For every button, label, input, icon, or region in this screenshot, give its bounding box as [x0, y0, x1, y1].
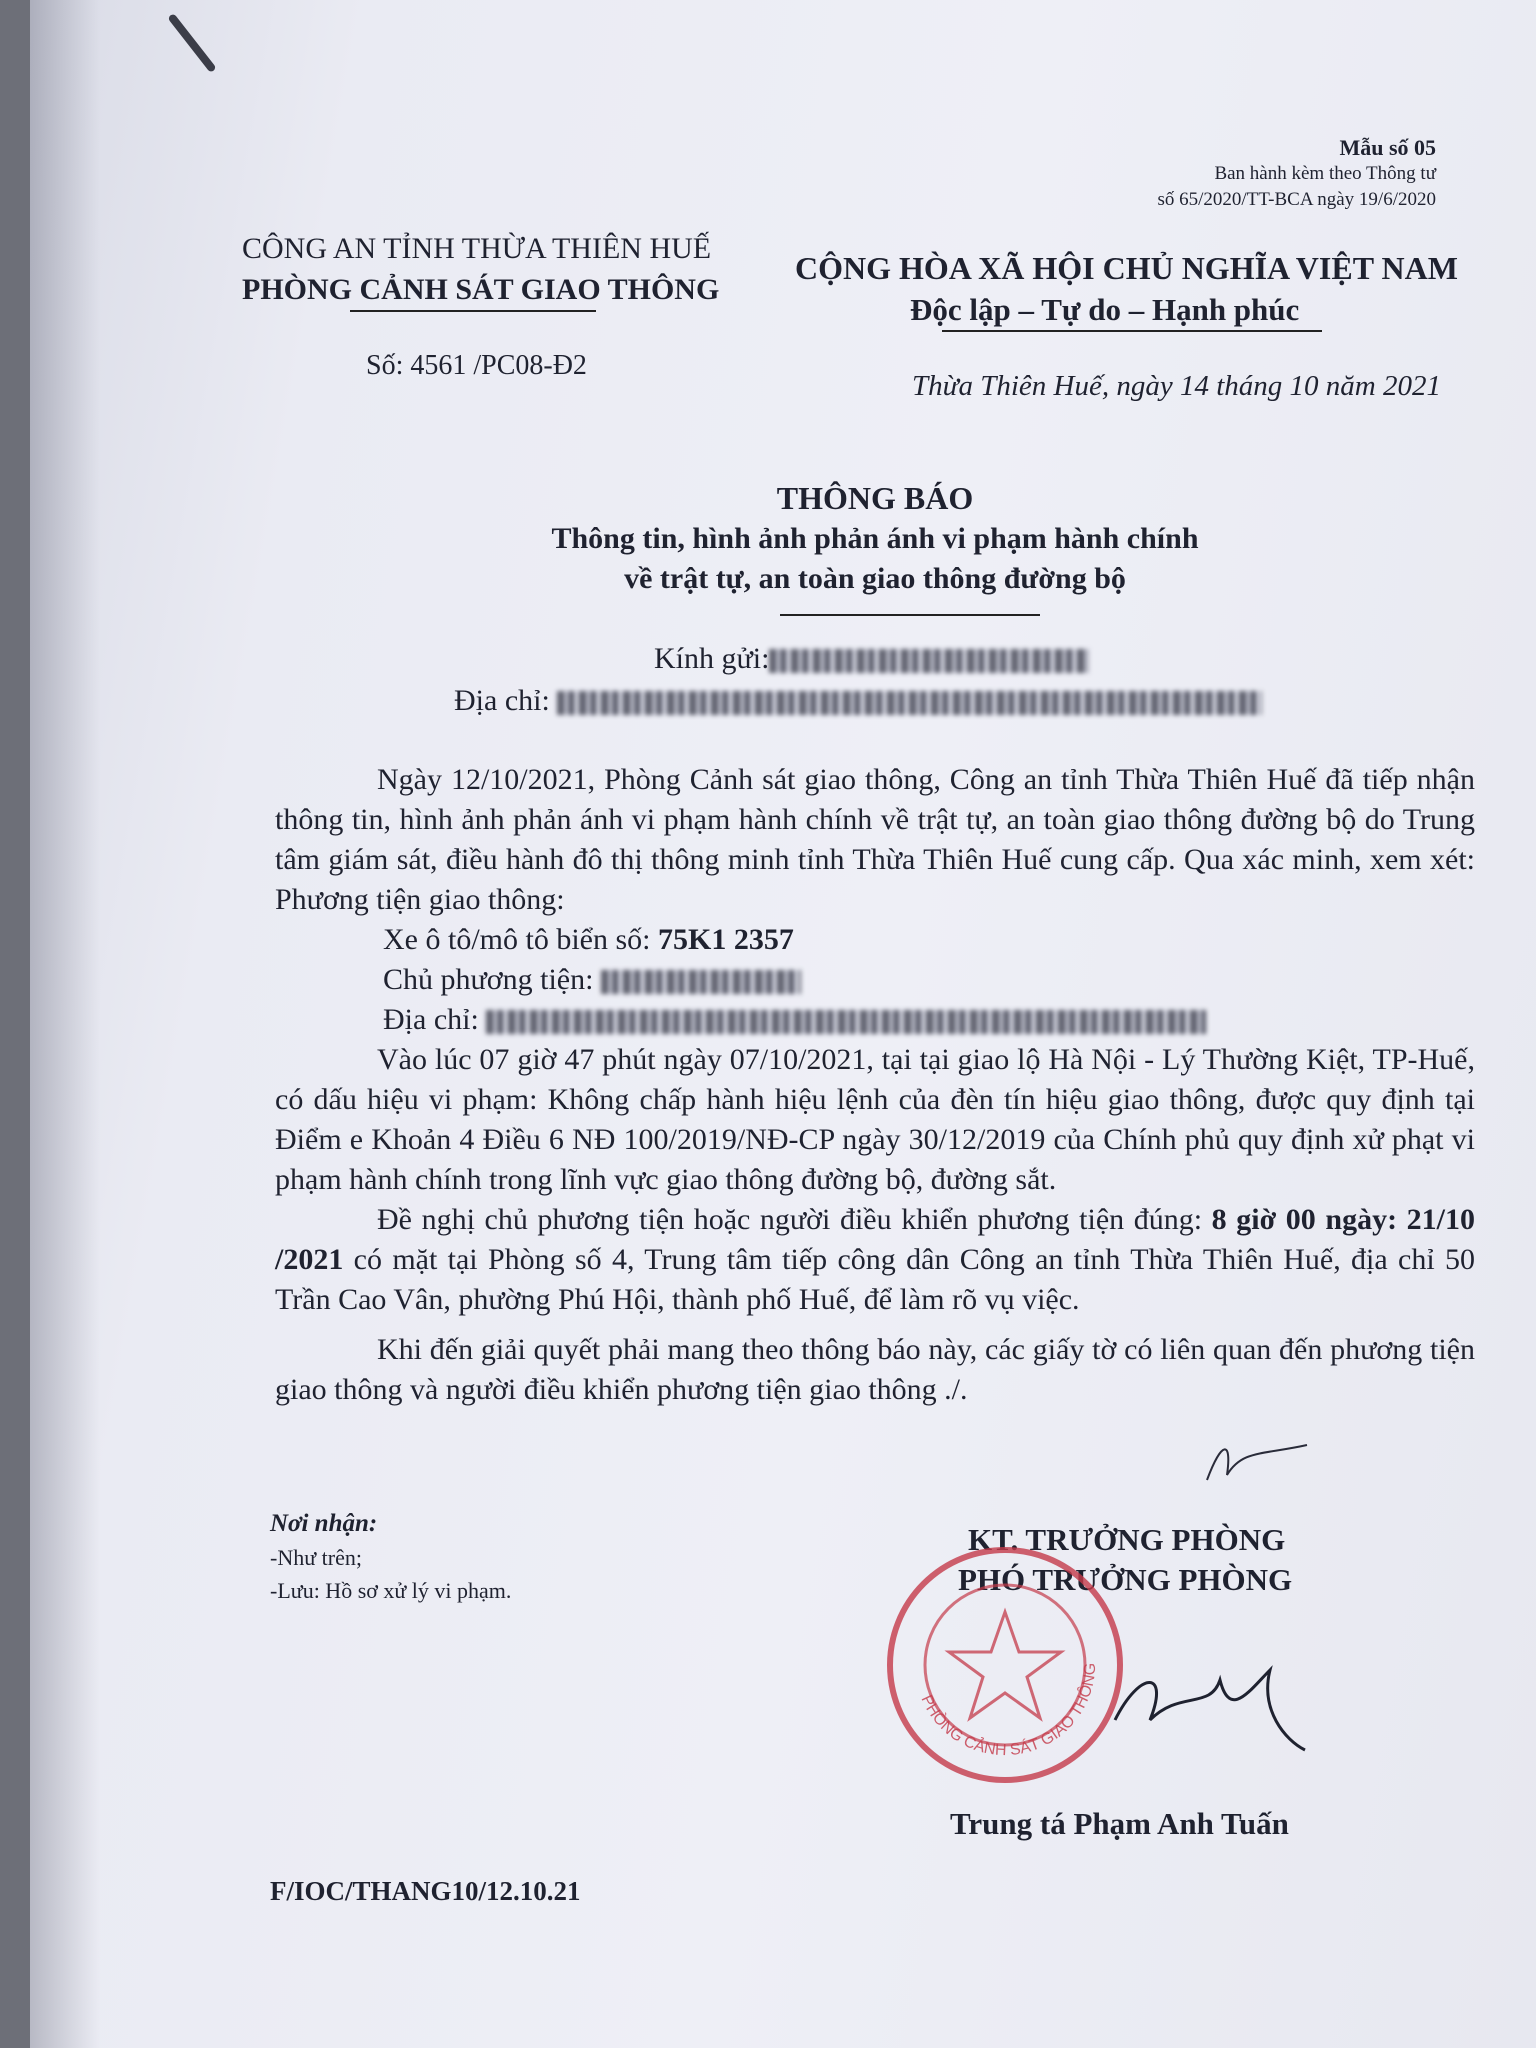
- issuer-department: PHÒNG CẢNH SÁT GIAO THÔNG: [242, 273, 720, 306]
- signature-title-1: KT. TRƯỞNG PHÒNG: [968, 1522, 1286, 1557]
- redacted-address: [557, 691, 1262, 715]
- page-shadow: [30, 0, 100, 2048]
- plate-value: 75K1 2357: [657, 923, 794, 956]
- form-issued-line1: Ban hành kèm theo Thông tư: [1214, 163, 1436, 184]
- signer-name: Trung tá Phạm Anh Tuấn: [950, 1806, 1289, 1841]
- issuer-agency: CÔNG AN TỈNH THỪA THIÊN HUẾ: [242, 232, 712, 265]
- signature-title-2: PHÓ TRƯỞNG PHÒNG: [958, 1562, 1293, 1597]
- issuer-underline: [350, 310, 596, 312]
- form-reference: [1157, 135, 1436, 213]
- country-name: CỘNG HÒA XÃ HỘI CHỦ NGHĨA VIỆT NAM: [795, 250, 1458, 286]
- motto-underline: [942, 330, 1322, 332]
- plate-line: [275, 920, 1475, 960]
- owner-address-label: Địa chỉ:: [383, 1003, 487, 1036]
- owner-label: Chủ phương tiện:: [383, 963, 601, 996]
- form-number: Mẫu số 05: [1339, 135, 1436, 160]
- owner-address-line: [275, 1000, 1475, 1040]
- violation-paragraph: Vào lúc 07 giờ 47 phút ngày 07/10/2021, tại tại giao lộ Hà Nội - Lý Thường Kiệt, TP-Huế, có dấu hiệu vi phạm: Không chấp hành hiệu lệnh của đèn tín hiệu giao thông, được quy định tại Điểm e Khoản 4 Điều 6 NĐ 100/2019/NĐ-CP ngày 30/12/2019 của Chính phủ quy định xử phạt vi phạm hành chính trong lĩnh vực giao thông đường bộ, đường sắt.: [275, 1043, 1475, 1196]
- form-issued-line2: số 65/2020/TT-BCA ngày 19/6/2020: [1157, 189, 1436, 210]
- document-number: Số: 4561 /PC08-Đ2: [366, 350, 587, 381]
- stamp-text: [918, 1662, 1100, 1759]
- redacted-owner-address: [486, 1010, 1206, 1034]
- document-page: [30, 0, 1536, 2048]
- closing-flourish: [1202, 1430, 1312, 1490]
- notice-subtitle-2: về trật tự, an toàn giao thông đường bộ: [624, 562, 1126, 595]
- plate-label: Xe ô tô/mô tô biển số:: [383, 923, 658, 956]
- recipient-item: -Như trên;: [270, 1545, 362, 1570]
- owner-line: [275, 960, 1475, 1000]
- national-motto: Độc lập – Tự do – Hạnh phúc: [910, 292, 1300, 327]
- request-paragraph: [275, 1200, 1475, 1320]
- addressee-address-line: [454, 684, 1262, 718]
- official-seal-stamp: [880, 1540, 1130, 1790]
- recipients-title: Nơi nhận:: [270, 1510, 378, 1537]
- notice-title: THÔNG BÁO: [776, 480, 974, 516]
- footer-code: F/IOC/THANG10/12.10.21: [270, 1876, 581, 1906]
- notice-subtitle-1: Thông tin, hình ảnh phản ánh vi phạm hành chính: [551, 522, 1199, 555]
- title-rule: [780, 614, 1040, 616]
- addressee-line: [654, 642, 1089, 676]
- request-post: có mặt tại Phòng số 4, Trung tâm tiếp công dân Công an tỉnh Thừa Thiên Huế, địa chỉ 50 Trần Cao Vân, phường Phú Hội, thành phố Huế, để làm rõ vụ việc.: [275, 1243, 1475, 1316]
- address-label: Địa chỉ:: [454, 684, 550, 717]
- date-line: Thừa Thiên Huế, ngày 14 tháng 10 năm 2021: [912, 370, 1441, 402]
- recipient-item: -Lưu: Hồ sơ xử lý vi phạm.: [270, 1578, 512, 1603]
- notice-body: [275, 760, 1475, 1410]
- pen-mark: [167, 13, 216, 73]
- handwritten-signature: [1110, 1650, 1310, 1770]
- request-pre: Đề nghị chủ phương tiện hoặc người điều khiển phương tiện đúng:: [377, 1203, 1212, 1236]
- stamp-text-path: PHÒNG CẢNH SÁT GIAO THÔNG: [917, 1662, 1100, 1760]
- addressee-label: Kính gửi:: [654, 642, 770, 675]
- request-time: 8 giờ 00 ngày: 21/10 /2021: [275, 1203, 1475, 1276]
- redacted-owner: [601, 970, 801, 994]
- intro-paragraph: Ngày 12/10/2021, Phòng Cảnh sát giao thông, Công an tỉnh Thừa Thiên Huế đã tiếp nhận thông tin, hình ảnh phản ánh vi phạm hành chính về trật tự, an toàn giao thông đường bộ do Trung tâm giám sát, điều hành đô thị thông minh tỉnh Thừa Thiên Huế cung cấp. Qua xác minh, xem xét: Phương tiện giao thông:: [275, 763, 1475, 916]
- redacted-name: [769, 649, 1089, 673]
- closing-paragraph: Khi đến giải quyết phải mang theo thông báo này, các giấy tờ có liên quan đến phương tiện giao thông và người điều khiển phương tiện giao thông ./.: [275, 1333, 1475, 1406]
